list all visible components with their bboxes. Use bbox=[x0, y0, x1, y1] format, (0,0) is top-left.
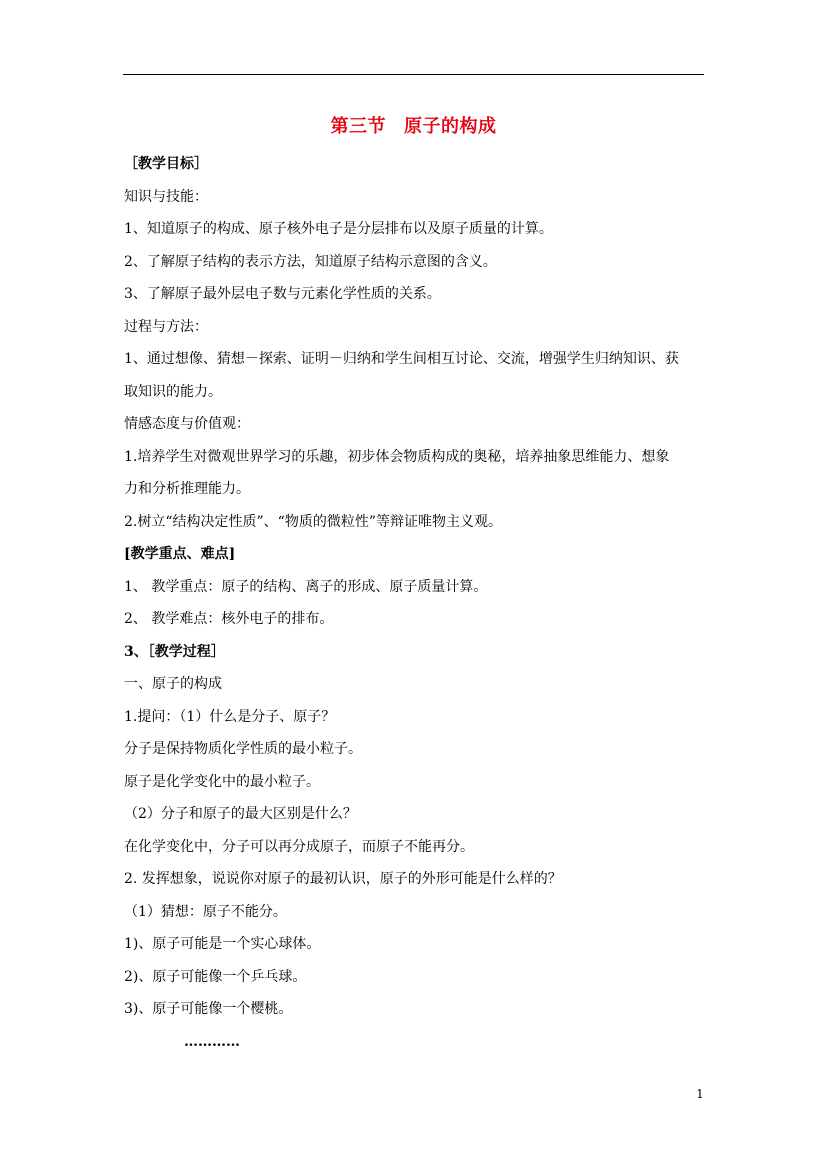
paragraph-line: 2、 教学难点：核外电子的排布。 bbox=[124, 611, 334, 627]
subheading-knowledge-skills: 知识与技能： bbox=[124, 188, 208, 205]
title-section: 第三节 bbox=[330, 116, 386, 137]
heading-teaching-process: 3、［教学过程］ bbox=[124, 643, 225, 660]
paragraph-line: 力和分析推理能力。 bbox=[124, 481, 250, 497]
paragraph-line: 在化学变化中，分子可以再分成原子，而原子不能再分。 bbox=[124, 838, 474, 855]
header-rule bbox=[123, 74, 704, 75]
title-topic: 原子的构成 bbox=[404, 116, 497, 137]
paragraph-line: 分子是保持物质化学性质的最小粒子。 bbox=[124, 741, 362, 757]
page-number: 1 bbox=[696, 1087, 704, 1101]
page-title bbox=[0, 112, 827, 138]
paragraph-line: 2、了解原子结构的表示方法，知道原子结构示意图的含义。 bbox=[124, 253, 497, 270]
paragraph-line: 1、知道原子的构成、原子核外电子是分层排布以及原子质量的计算。 bbox=[124, 221, 553, 237]
paragraph-line: 取知识的能力。 bbox=[124, 383, 222, 400]
paragraph-line: （2）分子和原子的最大区别是什么？ bbox=[124, 806, 357, 822]
paragraph-line: 2. 发挥想象，说说你对原子的最初认识，原子的外形可能是什么样的？ bbox=[124, 871, 562, 887]
subheading-process-methods: 过程与方法： bbox=[124, 318, 208, 335]
paragraph-line: 1.培养学生对微观世界学习的乐趣，初步体会物质构成的奥秘，培养抽象思维能力、想象 bbox=[124, 448, 670, 465]
subheading-attitudes-values: 情感态度与价值观： bbox=[124, 416, 250, 432]
paragraph-line: 1)、原子可能是一个实心球体。 bbox=[124, 936, 321, 952]
heading-teaching-goals: ［教学目标］ bbox=[124, 156, 208, 172]
paragraph-line: 2.树立“结构决定性质”、“物质的微粒性”等辩证唯物主义观。 bbox=[124, 513, 502, 530]
paragraph-line: 2)、原子可能像一个乒乓球。 bbox=[124, 968, 307, 985]
ellipsis-line: ………… bbox=[184, 1033, 240, 1050]
paragraph-line: （1）猜想：原子不能分。 bbox=[124, 903, 287, 920]
paragraph-line: 1、 教学重点：原子的结构、离子的形成、原子质量计算。 bbox=[124, 578, 488, 595]
paragraph-line: 1、通过想像、猜想－探索、证明－归纳和学生间相互讨论、交流，增强学生归纳知识、获 bbox=[124, 351, 679, 367]
paragraph-line: 原子是化学变化中的最小粒子。 bbox=[124, 773, 320, 790]
paragraph-line: 3、了解原子最外层电子数与元素化学性质的关系。 bbox=[124, 286, 441, 302]
paragraph-line: 1.提问：（1）什么是分子、原子？ bbox=[124, 708, 336, 725]
heading-key-points: [教学重点、难点] bbox=[124, 546, 236, 562]
document-body bbox=[124, 148, 704, 1058]
paragraph-line: 3)、原子可能像一个樱桃。 bbox=[124, 1001, 293, 1017]
section-atom-structure: 一、原子的构成 bbox=[124, 676, 222, 692]
